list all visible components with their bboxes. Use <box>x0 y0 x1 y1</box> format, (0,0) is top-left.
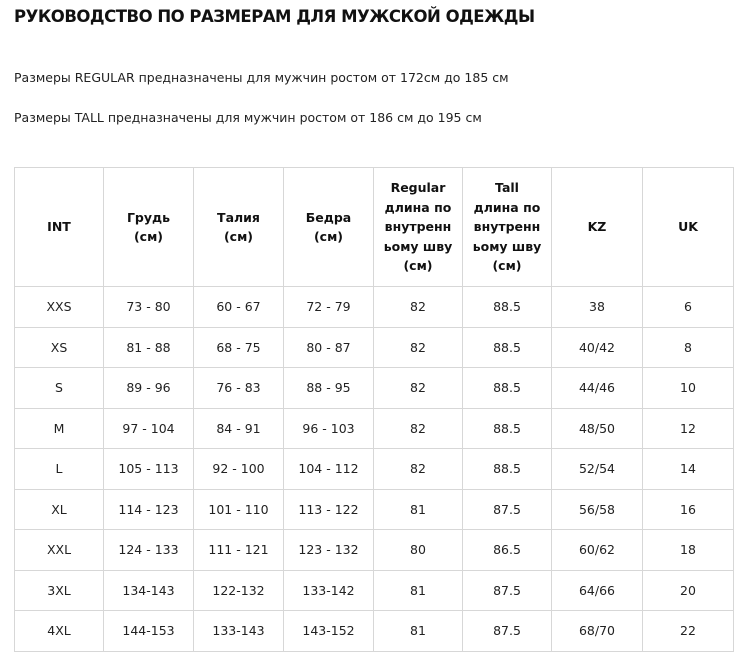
header-regular-line-1: Regular <box>390 180 446 196</box>
cell-waist: 101 - 110 <box>194 489 284 530</box>
cell-chest: 89 - 96 <box>104 368 194 409</box>
cell-regular-inseam: 80 <box>374 530 463 571</box>
cell-hips: 113 - 122 <box>284 489 374 530</box>
cell-chest: 73 - 80 <box>104 287 194 328</box>
cell-uk: 14 <box>643 449 734 490</box>
cell-regular-inseam: 81 <box>374 570 463 611</box>
cell-regular-inseam: 82 <box>374 408 463 449</box>
header-tall-line-2: длина по <box>473 199 541 215</box>
cell-regular-inseam: 82 <box>374 368 463 409</box>
cell-tall-inseam: 87.5 <box>463 611 552 652</box>
cell-chest: 114 - 123 <box>104 489 194 530</box>
cell-hips: 123 - 132 <box>284 530 374 571</box>
header-int-label: INT <box>47 219 71 235</box>
header-waist-line-1: Талия <box>217 209 260 225</box>
table-row <box>15 530 734 571</box>
cell-waist: 111 - 121 <box>194 530 284 571</box>
size-chart-table <box>14 167 734 652</box>
cell-chest: 81 - 88 <box>104 327 194 368</box>
cell-regular-inseam: 81 <box>374 611 463 652</box>
table-row <box>15 327 734 368</box>
header-hips-line-1: Бедра <box>305 209 352 225</box>
cell-int: XL <box>15 489 104 530</box>
cell-waist: 76 - 83 <box>194 368 284 409</box>
header-tall-line-1: Tall <box>495 180 519 196</box>
header-kz <box>552 168 643 287</box>
cell-uk: 20 <box>643 570 734 611</box>
cell-kz: 40/42 <box>552 327 643 368</box>
table-header-row <box>15 168 734 287</box>
table-row <box>15 570 734 611</box>
cell-int: XS <box>15 327 104 368</box>
cell-uk: 8 <box>643 327 734 368</box>
cell-uk: 12 <box>643 408 734 449</box>
cell-int: 4XL <box>15 611 104 652</box>
header-hips-line-2: (см) <box>313 229 344 244</box>
header-tall-line-4: ьому шву <box>472 238 542 254</box>
table-row <box>15 489 734 530</box>
cell-hips: 104 - 112 <box>284 449 374 490</box>
table-row <box>15 287 734 328</box>
cell-chest: 105 - 113 <box>104 449 194 490</box>
header-regular-line-5: (см) <box>403 258 433 274</box>
header-tall-inseam <box>463 168 552 287</box>
cell-regular-inseam: 82 <box>374 287 463 328</box>
header-waist-line-2: (см) <box>223 229 254 244</box>
header-tall-line-3: внутренн <box>473 219 541 235</box>
cell-hips: 133-142 <box>284 570 374 611</box>
header-kz-label: KZ <box>587 219 607 235</box>
header-chest <box>104 168 194 287</box>
cell-kz: 48/50 <box>552 408 643 449</box>
table-row <box>15 449 734 490</box>
cell-hips: 96 - 103 <box>284 408 374 449</box>
page-title: РУКОВОДСТВО ПО РАЗМЕРАМ ДЛЯ МУЖСКОЙ ОДЕЖДЫ <box>14 7 535 26</box>
header-waist <box>194 168 284 287</box>
cell-kz: 64/66 <box>552 570 643 611</box>
header-hips <box>284 168 374 287</box>
header-chest-line-2: (см) <box>133 229 164 244</box>
cell-uk: 16 <box>643 489 734 530</box>
cell-uk: 10 <box>643 368 734 409</box>
cell-tall-inseam: 87.5 <box>463 570 552 611</box>
cell-int: XXL <box>15 530 104 571</box>
cell-int: M <box>15 408 104 449</box>
cell-waist: 60 - 67 <box>194 287 284 328</box>
cell-int: L <box>15 449 104 490</box>
cell-tall-inseam: 86.5 <box>463 530 552 571</box>
header-regular-line-2: длина по <box>384 199 452 215</box>
cell-int: XXS <box>15 287 104 328</box>
cell-waist: 122-132 <box>194 570 284 611</box>
cell-tall-inseam: 87.5 <box>463 489 552 530</box>
cell-chest: 97 - 104 <box>104 408 194 449</box>
cell-hips: 72 - 79 <box>284 287 374 328</box>
header-tall-line-5: (см) <box>492 258 522 274</box>
cell-int: S <box>15 368 104 409</box>
cell-kz: 44/46 <box>552 368 643 409</box>
cell-tall-inseam: 88.5 <box>463 327 552 368</box>
cell-regular-inseam: 82 <box>374 449 463 490</box>
regular-size-note: Размеры REGULAR предназначены для мужчин ростом от 172см до 185 см <box>14 70 509 85</box>
cell-waist: 68 - 75 <box>194 327 284 368</box>
table-row <box>15 611 734 652</box>
cell-hips: 88 - 95 <box>284 368 374 409</box>
header-int <box>15 168 104 287</box>
tall-size-note: Размеры TALL предназначены для мужчин ростом от 186 см до 195 см <box>14 110 482 125</box>
cell-hips: 143-152 <box>284 611 374 652</box>
cell-chest: 124 - 133 <box>104 530 194 571</box>
cell-regular-inseam: 81 <box>374 489 463 530</box>
cell-waist: 92 - 100 <box>194 449 284 490</box>
cell-uk: 18 <box>643 530 734 571</box>
cell-kz: 68/70 <box>552 611 643 652</box>
header-regular-inseam <box>374 168 463 287</box>
cell-tall-inseam: 88.5 <box>463 449 552 490</box>
cell-tall-inseam: 88.5 <box>463 287 552 328</box>
cell-waist: 84 - 91 <box>194 408 284 449</box>
cell-kz: 60/62 <box>552 530 643 571</box>
cell-tall-inseam: 88.5 <box>463 408 552 449</box>
cell-chest: 144-153 <box>104 611 194 652</box>
header-chest-line-1: Грудь <box>126 209 171 225</box>
cell-kz: 56/58 <box>552 489 643 530</box>
table-row <box>15 408 734 449</box>
header-uk-label: UK <box>678 219 698 235</box>
cell-waist: 133-143 <box>194 611 284 652</box>
table-row <box>15 368 734 409</box>
cell-hips: 80 - 87 <box>284 327 374 368</box>
cell-kz: 38 <box>552 287 643 328</box>
header-uk <box>643 168 734 287</box>
cell-chest: 134-143 <box>104 570 194 611</box>
header-regular-line-3: внутренн <box>384 219 452 235</box>
cell-kz: 52/54 <box>552 449 643 490</box>
header-regular-line-4: ьому шву <box>383 238 453 254</box>
cell-regular-inseam: 82 <box>374 327 463 368</box>
cell-uk: 22 <box>643 611 734 652</box>
cell-tall-inseam: 88.5 <box>463 368 552 409</box>
cell-uk: 6 <box>643 287 734 328</box>
cell-int: 3XL <box>15 570 104 611</box>
